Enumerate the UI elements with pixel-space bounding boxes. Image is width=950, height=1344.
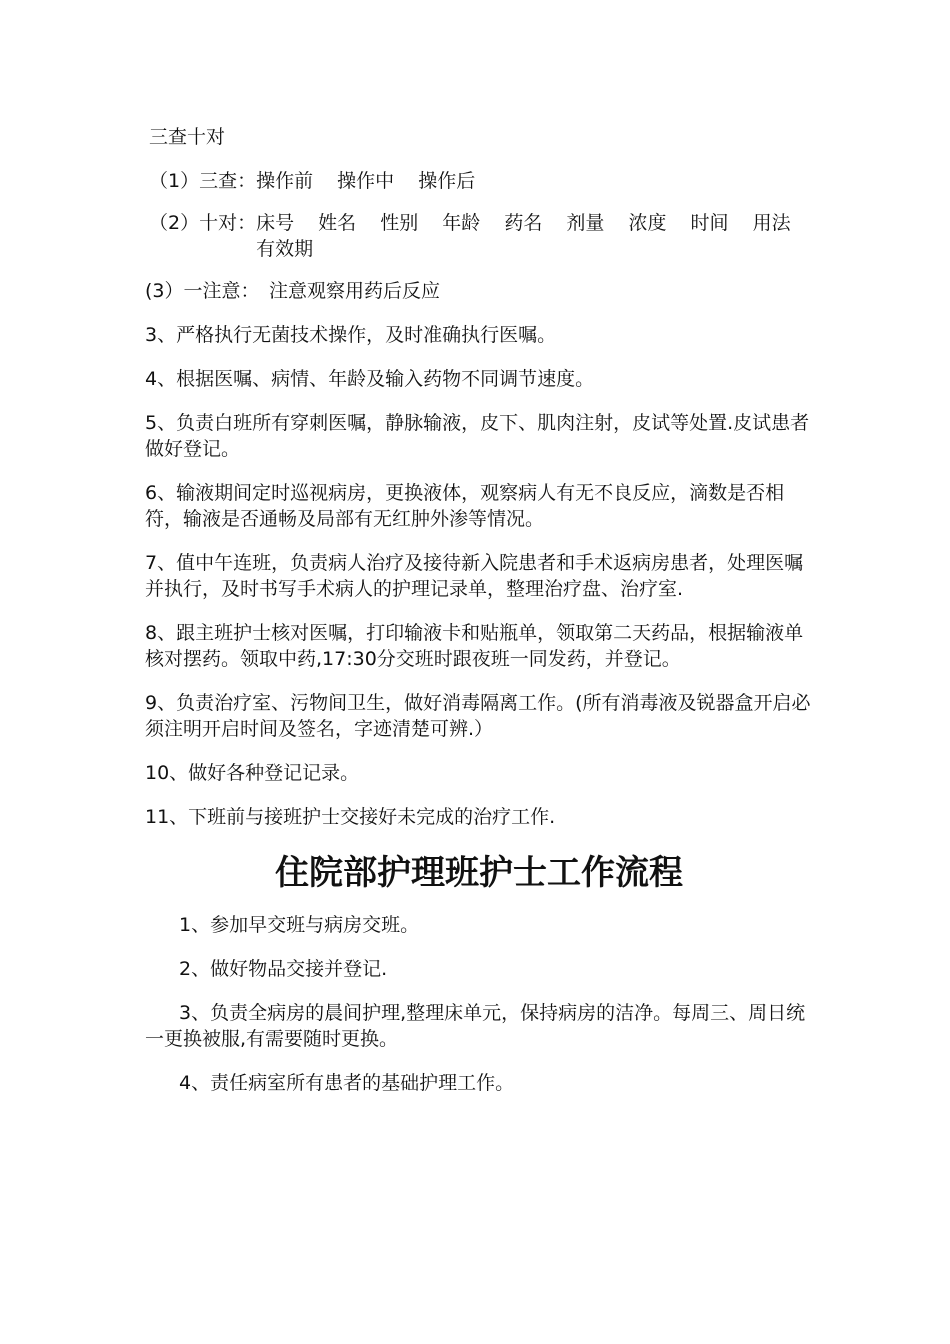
check-item: 操作后 bbox=[418, 170, 476, 192]
section-title: 三查十对 bbox=[149, 126, 226, 148]
check-item: 年龄 bbox=[442, 212, 481, 234]
check-item: 剂量 bbox=[566, 212, 605, 234]
list-item: 5、负责白班所有穿刺医嘱，静脉输液，皮下、肌肉注射，皮试等处置.皮试患者做好登记。 bbox=[145, 412, 810, 460]
list-item: 4、责任病室所有患者的基础护理工作。 bbox=[179, 1072, 515, 1094]
ten-checks-line bbox=[145, 210, 813, 262]
list-item: 8、跟主班护士核对医嘱，打印输液卡和贴瓶单，领取第二天药品，根据输液单核对摆药。领取中药,17:30分交班时跟夜班一同发药，并登记。 bbox=[145, 622, 804, 670]
list-item: 6、输液期间定时巡视病房，更换液体，观察病人有无不良反应，滴数是否相符，输液是否通畅及局部有无红肿外渗等情况。 bbox=[145, 482, 785, 530]
check-item: 时间 bbox=[690, 212, 729, 234]
list-item: 9、负责治疗室、污物间卫生，做好消毒隔离工作。(所有消毒液及锐器盒开启必须注明开启时间及签名，字迹清楚可辨.） bbox=[145, 692, 811, 740]
check-item: 药名 bbox=[504, 212, 543, 234]
check-item: 床号 bbox=[256, 212, 295, 234]
three-checks-items bbox=[256, 168, 813, 194]
check-item: 操作前 bbox=[256, 170, 314, 192]
three-checks-line bbox=[145, 168, 813, 194]
list-item: 11、下班前与接班护士交接好未完成的治疗工作. bbox=[145, 806, 556, 828]
list-item: 7、值中午连班，负责病人治疗及接待新入院患者和手术返病房患者，处理医嘱并执行，及时书写手术病人的护理记录单，整理治疗盘、治疗室. bbox=[145, 552, 804, 600]
list-item: 4、根据医嘱、病情、年龄及输入药物不同调节速度。 bbox=[145, 368, 595, 390]
check-item: 浓度 bbox=[628, 212, 667, 234]
check-item: 性别 bbox=[380, 212, 419, 234]
check-item: 用法 bbox=[752, 212, 791, 234]
one-attention-line: (3）一注意： 注意观察用药后反应 bbox=[145, 280, 441, 302]
check-item: 姓名 bbox=[318, 212, 357, 234]
list-item: 3、负责全病房的晨间护理,整理床单元，保持病房的洁净。每周三、周日统一更换被服,有需要随时更换。 bbox=[145, 1002, 806, 1050]
check-item: 有效期 bbox=[256, 238, 314, 260]
document-body bbox=[145, 124, 813, 1114]
list-item: 2、做好物品交接并登记. bbox=[179, 958, 388, 980]
ten-checks-items bbox=[256, 210, 813, 262]
ten-checks-label: （2）十对： bbox=[149, 212, 257, 234]
check-item: 操作中 bbox=[337, 170, 395, 192]
list-item: 3、严格执行无菌技术操作，及时准确执行医嘱。 bbox=[145, 324, 557, 346]
section-heading: 住院部护理班护士工作流程 bbox=[275, 853, 683, 893]
three-checks-label: （1）三查： bbox=[149, 170, 257, 192]
list-item: 10、做好各种登记记录。 bbox=[145, 762, 360, 784]
list-item: 1、参加早交班与病房交班。 bbox=[179, 914, 420, 936]
